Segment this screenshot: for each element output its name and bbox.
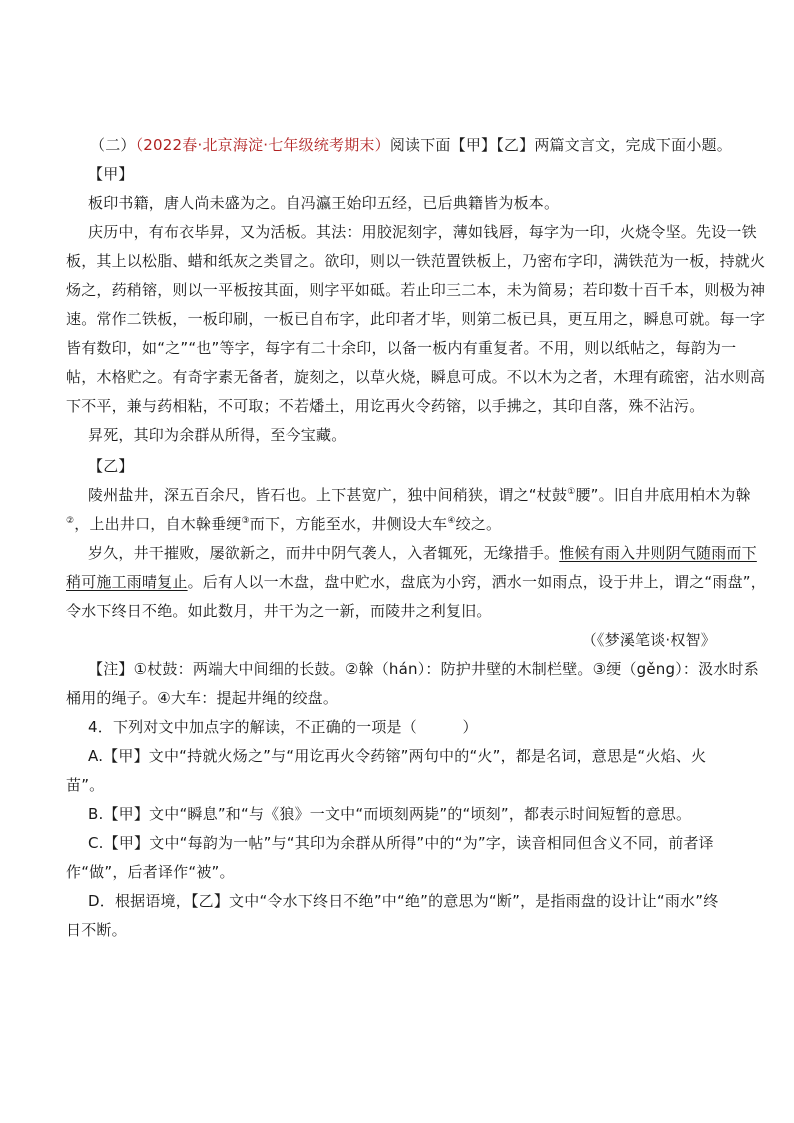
footnote-marker-1: ① [567,487,576,497]
yi-p2-text-b: 。后有人以一木盘，盘中贮水，盘底为小窍，洒水一如雨点，设于井上，谓之“雨盘”， [187,573,766,591]
jia-label: 【甲】 [88,165,134,183]
option-c-line-2: 作“做”，后者译作“被”。 [66,863,235,881]
question-prefix: （二） [90,136,136,154]
option-c-line-1: C.【甲】文中“每韵为一帖”与“其印为余群从所得”中的“为”字，读音相同但含义不同，前者译 [88,834,714,852]
yi-p2-underlined-a: 惟候有雨入井则阴气随雨而下 [559,544,757,562]
yi-paragraph-1-line-2 [66,512,501,536]
yi-p1-text-d: 而下，方能至水，井侧设大车 [249,515,448,533]
option-d-line-2: 日不断。 [66,921,127,939]
option-d-line-1: D．根据语境，【乙】文中“令水下终日不绝”中“绝”的意思为“断”，是指雨盘的设计让“雨水”终 [88,892,719,910]
jia-paragraph-2-line-6: 帖，木格贮之。有奇字素无备者，旋刻之，以草火烧，瞬息可成。不以木为之者，木理有疏密，沾水则高 [66,368,766,386]
yi-paragraph-1-line-1 [88,483,751,507]
option-b-line-1: B.【甲】文中“瞬息”和“与《狼》一文中“而顷刻两毙”的“顷刻”，都表示时间短暂的意思。 [88,805,692,823]
notes-line-2: 桶用的绳子。④大车：提起井绳的绞盘。 [66,689,339,707]
option-a-line-1: A.【甲】文中“持就火炀之”与“用讫再火令药镕”两句中的“火”，都是名词，意思是“火焰、火 [88,747,707,765]
footnote-marker-2: ② [66,516,75,526]
yi-label: 【乙】 [88,457,134,475]
jia-paragraph-2-line-4: 速。常作二铁板，一板印刷，一板已自布字，此印者才毕，则第二板已具，更互用之，瞬息可就。每一字 [66,310,766,328]
question-source: （2022春·北京海淀·七年级统考期末） [135,136,390,154]
footnote-marker-4: ④ [447,516,456,526]
question-4-stem: 4．下列对文中加点字的解读，不正确的一项是（ ） [88,718,478,736]
yi-source: （《梦溪笔谈·权智》 [581,631,716,649]
question-instruction: 阅读下面【甲】【乙】两篇文言文，完成下面小题。 [389,136,732,154]
yi-paragraph-2-line-3: 令水下终日不绝。如此数月，井干为之一新，而陵井之利复旧。 [66,602,492,620]
jia-paragraph-2-line-3: 炀之，药稍镕，则以一平板按其面，则字平如砥。若止印三二本，未为简易；若印数十百千本，则极为神 [66,281,766,299]
yi-paragraph-2-line-2 [66,570,766,594]
yi-paragraph-2-line-1 [88,541,757,565]
option-a-line-2: 苗”。 [66,776,105,794]
yi-p1-text-c: ，上出井口，自木榦垂绠 [74,515,242,533]
jia-paragraph-2-line-7: 下不平，兼与药相粘，不可取；不若燔土，用讫再火令药镕，以手拂之，其印自落，殊不沾污。 [66,397,705,415]
jia-paragraph-3: 昇死，其印为余群从所得，至今宝藏。 [88,426,347,444]
jia-paragraph-2-line-1: 庆历中，有布衣毕昇，又为活板。其法：用胶泥刻字，薄如钱唇，每字为一印，火烧令坚。先设一铁 [88,223,757,241]
yi-p1-text-a: 陵州盐井，深五百余尺，皆石也。上下甚宽广，独中间稍狭，谓之“杖鼓 [88,486,568,504]
yi-p1-text-e: 绞之。 [455,515,502,533]
footnote-marker-3: ③ [241,516,250,526]
jia-paragraph-2-line-5: 皆有数印，如“之”“也”等字，每字有二十余印，以备一板内有重复者。不用，则以纸帖之，每韵为一 [66,339,737,357]
jia-paragraph-2-line-2: 板，其上以松脂、蜡和纸灰之类冒之。欲印，则以一铁范置铁板上，乃密布字印，满铁范为一板，持就火 [66,252,766,270]
question-header [90,133,732,157]
notes-line-1: 【注】①杖鼓：两端大中间细的长鼓。②榦（hán）：防护井壁的木制栏壁。③绠（gěng）：汲水时系 [88,660,759,678]
yi-p2-underlined-b: 稍可施工雨晴复止 [66,573,188,591]
yi-p2-text-a: 岁久，井干摧败，屡欲新之，而井中阴气袭人，入者辄死，无缘措手。 [88,544,560,562]
jia-paragraph-1: 板印书籍，唐人尚未盛为之。自冯瀛王始印五经，已后典籍皆为板本。 [88,194,560,212]
yi-p1-text-b: 腰”。旧自井底用柏木为榦 [575,486,751,504]
